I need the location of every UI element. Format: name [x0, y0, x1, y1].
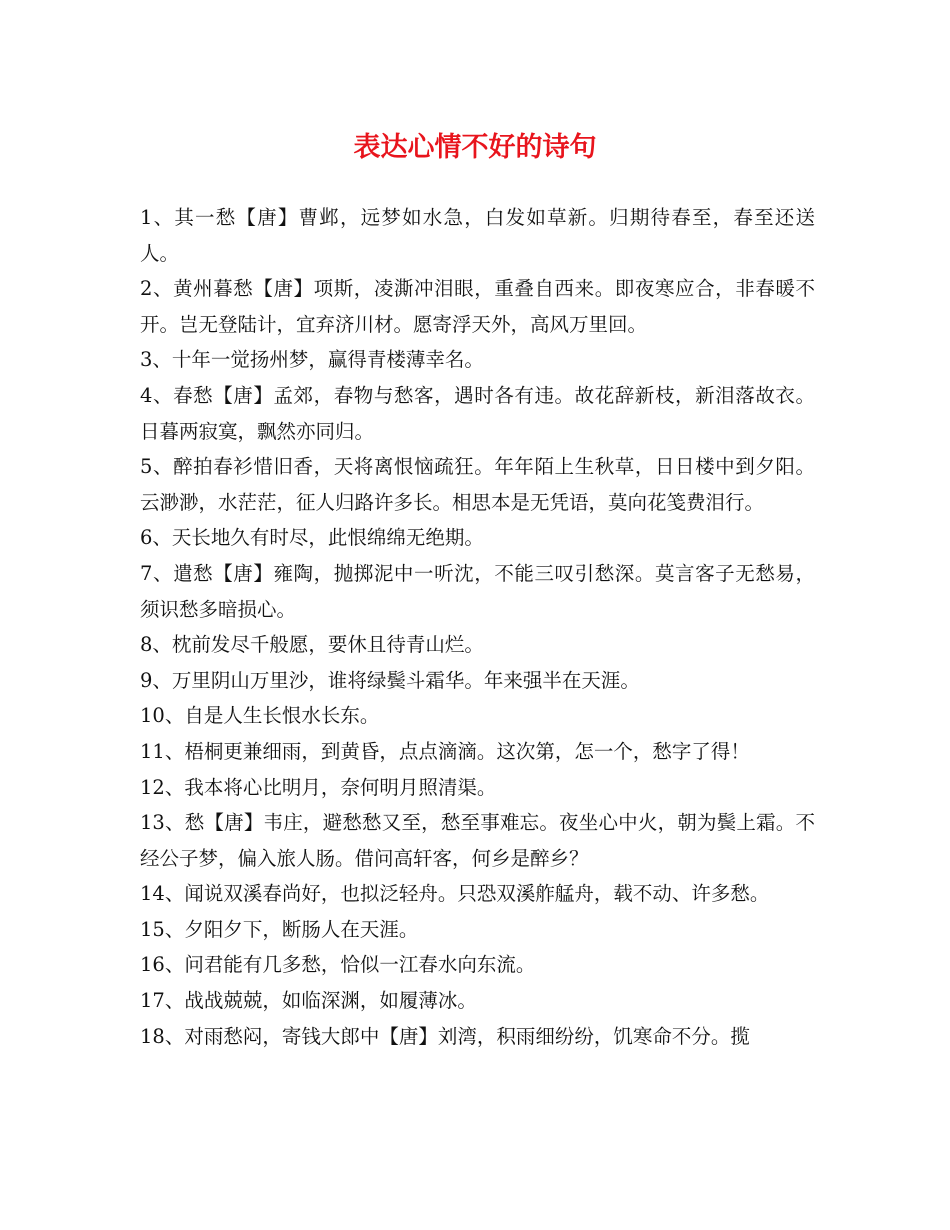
- poem-item-18: 18、对雨愁闷，寄钱大郎中【唐】刘湾，积雨细纷纷，饥寒命不分。揽: [140, 1024, 750, 1048]
- poem-item-17: 17、战战兢兢，如临深渊，如履薄冰。: [140, 989, 477, 1013]
- poem-item-16: 16、问君能有几多愁，恰似一江春水向东流。: [140, 953, 536, 977]
- poem-list: [140, 200, 815, 1054]
- poem-item-15: 15、夕阳夕下，断肠人在天涯。: [140, 917, 419, 941]
- poem-item-14: 14、闻说双溪春尚好，也拟泛轻舟。只恐双溪舴艋舟，载不动、许多愁。: [140, 882, 770, 906]
- document-title: 表达心情不好的诗句: [353, 132, 597, 163]
- poem-item-7: 7、遣愁【唐】雍陶，抛掷泥中一听沈，不能三叹引愁深。莫言客子无愁易，须识愁多暗损心。: [140, 561, 815, 621]
- poem-item-5: 5、醉拍春衫惜旧香，天将离恨恼疏狂。年年陌上生秋草，日日楼中到夕阳。云渺渺，水茫茫，征人归路许多长。相思本是无凭语，莫向花笺费泪行。: [140, 455, 815, 514]
- poem-item-3: 3、十年一觉扬州梦，赢得青楼薄幸名。: [140, 348, 484, 372]
- poem-item-13: 13、愁【唐】韦庄，避愁愁又至，愁至事难忘。夜坐心中火，朝为鬓上霜。不经公子梦，偏入旅人肠。借问高轩客，何乡是醉乡？: [140, 811, 815, 870]
- poem-item-4: 4、春愁【唐】孟郊，春物与愁客，遇时各有违。故花辞新枝，新泪落故衣。日暮两寂寞，飘然亦同归。: [140, 383, 815, 443]
- poem-item-10: 10、自是人生长恨水长东。: [140, 704, 380, 728]
- poem-item-12: 12、我本将心比明月，奈何明月照清渠。: [140, 775, 497, 799]
- poem-item-6: 6、天长地久有时尽，此恨绵绵无绝期。: [140, 526, 484, 550]
- poem-item-11: 11、梧桐更兼细雨，到黄昏，点点滴滴。这次第，怎一个，愁字了得！: [140, 739, 750, 763]
- poem-item-9: 9、万里阴山万里沙，谁将绿鬓斗霜华。年来强半在天涯。: [140, 668, 640, 692]
- poem-item-1: 1、其一愁【唐】曹邺，远梦如水急，白发如草新。归期待春至，春至还送人。: [140, 206, 815, 265]
- poem-item-2: 2、黄州暮愁【唐】项斯，凌澌冲泪眼，重叠自西来。即夜寒应合，非春暖不开。岂无登陆计，宜弃济川材。愿寄浮天外，高风万里回。: [140, 277, 815, 336]
- poem-item-8: 8、枕前发尽千般愿，要休且待青山烂。: [140, 633, 484, 657]
